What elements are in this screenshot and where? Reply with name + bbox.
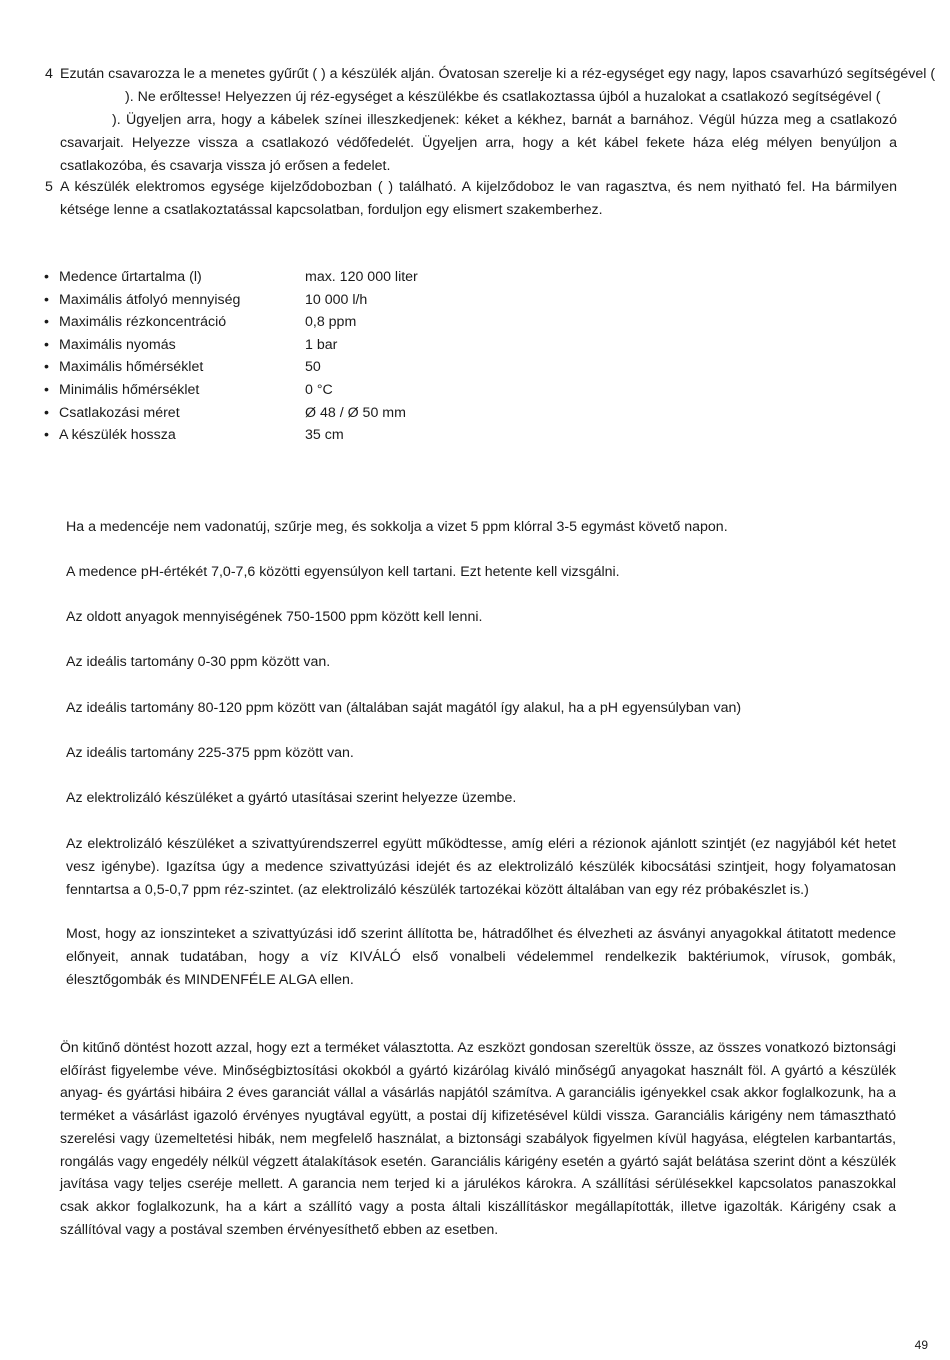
note-paragraph: Az oldott anyagok mennyiségének 750-1500 ppm között kell lenni. [66,609,483,625]
spec-value: Ø 48 / Ø 50 mm [305,404,406,421]
step-text-line-2: ). Ne erőltesse! Helyezzen új réz-egységet a készülékbe és csatlakoztassa újból a huzalokat a csatlakozó segítségével ( [125,89,881,105]
spec-row [44,379,564,402]
bullet: • [44,381,49,398]
step-number: 5 [45,179,53,195]
spec-list [44,266,564,447]
spec-label: Maximális hőmérséklet [59,359,204,376]
page-number: 49 [914,1338,928,1352]
note-paragraph: Az elektrolizáló készüléket a gyártó utasításai szerint helyezze üzembe. [66,790,517,806]
spec-label: Minimális hőmérséklet [59,381,200,398]
bullet: • [44,314,49,331]
spec-row [44,402,564,425]
note-paragraph: Az ideális tartomány 225-375 ppm között van. [66,745,354,761]
spec-value: 50 [305,359,321,376]
bullet: • [44,269,49,285]
spec-label: Medence űrtartalma (l) [59,269,202,285]
step-text-rest: ). Ügyeljen arra, hogy a kábelek színei illeszkedjenek: kéket a kékhez, barnát a barnához. Végül húzza meg a csatlakozó csavarjait. Helyezze vissza a csatlakozó védőfedelét. Ügyeljen arra, hogy a két kábel fekete háza elég mélyen benyúljon a csatlakozóba, és csavarja vissza jó erősen a fedelet. [60,112,897,174]
note-paragraph: A medence pH-értékét 7,0-7,6 közötti egyensúlyon kell tartani. Ezt hetente kell vizsgálni. [66,564,620,580]
spec-label: Maximális nyomás [59,336,176,353]
spec-row [44,334,564,357]
step-5 [45,176,897,222]
spec-label: A készülék hossza [59,427,176,444]
spec-value: max. 120 000 liter [305,269,418,285]
step-number: 4 [45,66,53,82]
bullet: • [44,359,49,376]
bullet: • [44,427,49,444]
note-paragraph: Ha a medencéje nem vadonatúj, szűrje meg, és sokkolja a vizet 5 ppm klórral 3-5 egymást követő napon. [66,519,728,535]
spec-row [44,356,564,379]
spec-label: Maximális átfolyó mennyiség [59,291,241,308]
spec-row [44,311,564,334]
spec-value: 0,8 ppm [305,314,357,331]
bullet: • [44,291,49,308]
step-4 [45,63,936,178]
warranty-paragraph: Ön kitűnő döntést hozott azzal, hogy ezt a terméket választotta. Az eszközt gondosan szereltük össze, az összes vonatkozó biztonsági előírást figyelembe véve. Minőségbiztosítási okokból a gyártó kizárólag kiváló minőségű anyagokat használt föl. A gyártó a készülék anyag- és gyártási hibáira 2 éves garanciát vállal a vásárlás napjától számítva. A garanciális igényekkel csak akkor foglalkozunk, ha a terméket a vásárlást igazoló érvényes nyugtával együtt, a postai díj kifizetésével küldi vissza. Garanciális kárigény nem támasztható szerelési vagy üzemeltetési hibák, nem megfelelő használat, a biztonsági szabályok figyelmen kívül hagyása, elégtelen karbantartás, rongálás vagy engedély nélkül végzett átalakítások esetén. Garanciális kárigény esetén a gyártó saját belátása szerint dönt a készülék javítása vagy teljes cseréje mellett. A garancia nem terjed ki a járulékos károkra. A szállítási sérülésekkel kapcsolatos panaszokkal csak akkor foglalkozunk, ha a kárt a szállító vagy a posta általi kiszállításkor megállapították, illetve igazolták. Kárigény csak a szállítóval vagy a postával szemben érvényesíthető ebben az esetben. [60,1039,896,1237]
spec-value: 10 000 l/h [305,291,368,308]
bullet: • [44,404,49,421]
note-paragraph: Most, hogy az ionszinteket a szivattyúzási idő szerint állította be, hátradőlhet és élvezheti az ásványi anyagokkal átitatott medence előnyeit, annak tudatában, hogy a víz KIVÁLÓ első vonalbeli védelemmel rendelkezik baktériumok, vírusok, gombák, élesztőgombák és MINDENFÉLE ALGA ellen. [66,926,896,988]
spec-label: Maximális rézkoncentráció [59,314,227,331]
spec-value: 0 °C [305,381,333,398]
spec-row [44,424,564,447]
spec-row [44,289,564,312]
bullet: • [44,336,49,353]
note-paragraph: Az elektrolizáló készüléket a szivattyúrendszerrel együtt működtesse, amíg eléri a rézionok ajánlott szintjét (ez nagyjából két hetet vesz igénybe). Igazítsa úgy a medence szivattyúzási idejét és az elektrolizáló készülék kibocsátási szintjeit, hogy folyamatosan fenntartsa a 0,5-0,7 ppm réz-szintet. (az elektrolizáló készülék tartozékai között általában van egy réz próbakészlet is.) [66,836,896,898]
spec-row [44,266,564,289]
note-paragraph: Az ideális tartomány 80-120 ppm között van (általában saját magától így alakul, ha a pH egyensúlyban van) [66,700,742,716]
step-text: A készülék elektromos egysége kijelződobozban ( ) található. A kijelződoboz le van ragasztva, és nem nyitható fel. Ha bármilyen kétsége lenne a csatlakoztatással kapcsolatban, forduljon egy elismert szakemberhez. [60,179,897,218]
spec-value: 1 bar [305,336,338,353]
note-paragraph: Az ideális tartomány 0-30 ppm között van. [66,654,331,670]
step-text-line-1: Ezután csavarozza le a menetes gyűrűt ( ) a készülék alján. Óvatosan szerelje ki a réz-egységet egy nagy, lapos csavarhúzó segítségével ( [60,66,936,82]
spec-value: 35 cm [305,427,344,444]
spec-label: Csatlakozási méret [59,404,180,421]
